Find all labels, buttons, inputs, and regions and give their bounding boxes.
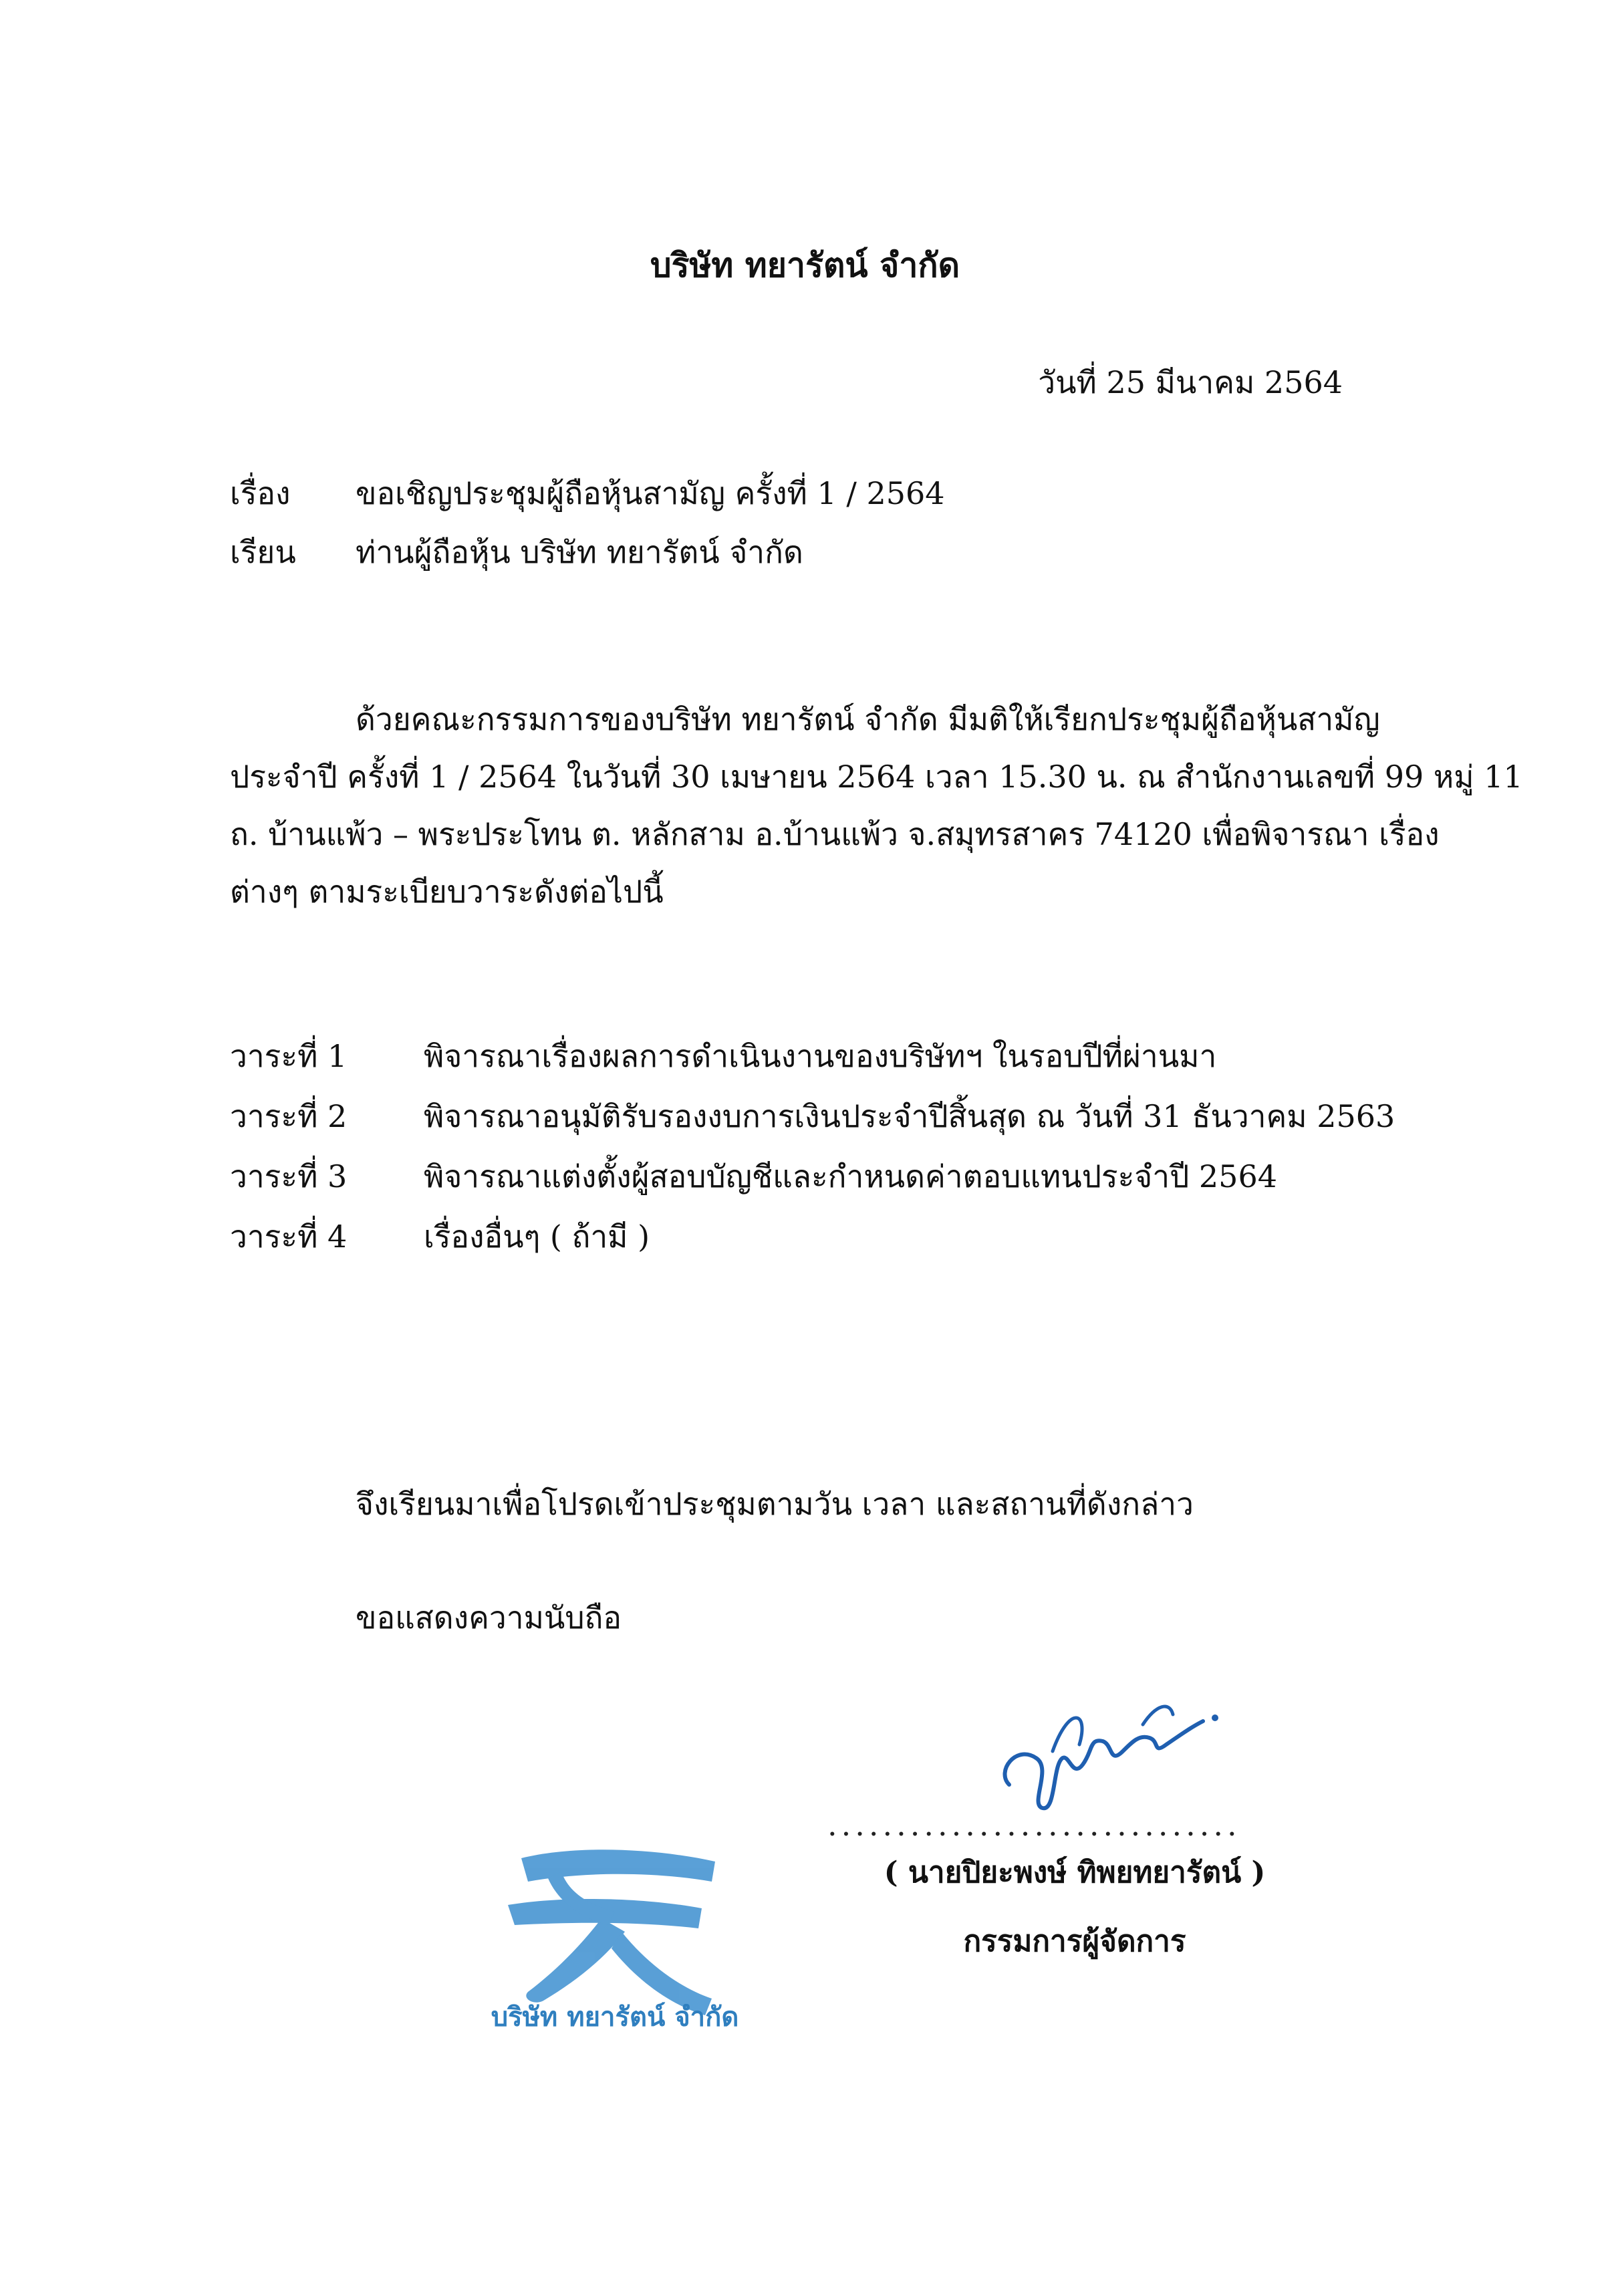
signature-stroke-loop — [1053, 1718, 1082, 1751]
seal-top-bar — [521, 1849, 715, 1882]
signatory-position: กรรมการผู้จัดการ — [963, 1924, 1186, 1958]
recipient-label: เรียน — [230, 534, 296, 570]
body-line-4: ต่างๆ ตามระเบียบวาระดังต่อไปนี้ — [230, 874, 664, 910]
agenda-label-4: วาระที่ 4 — [230, 1219, 348, 1255]
company-title: บริษัท ทยารัตน์ จำกัด — [650, 245, 960, 285]
seal-company-name: บริษัท ทยารัตน์ จำกัด — [491, 2002, 739, 2033]
body-line-3: ถ. บ้านแพ้ว – พระประโทน ต. หลักสาม อ.บ้านแพ้ว จ.สมุทรสาคร 74120 เพื่อพิจารณา เรื่อง — [230, 816, 1440, 852]
agenda-text-3: พิจารณาแต่งตั้งผู้สอบบัญชีและกำหนดค่าตอบแทนประจำปี 2564 — [424, 1158, 1277, 1194]
signatory-name: ( นายปิยะพงษ์ ทิพยทยารัตน์ ) — [884, 1856, 1266, 1890]
letter-date: วันที่ 25 มีนาคม 2564 — [1038, 364, 1343, 400]
closing-invitation: จึงเรียนมาเพื่อโปรดเข้าประชุมตามวัน เวลา และสถานที่ดังกล่าว — [356, 1486, 1194, 1522]
handwritten-signature — [989, 1664, 1230, 1825]
agenda-text-2: พิจารณาอนุมัติรับรองงบการเงินประจำปีสิ้นสุด ณ วันที่ 31 ธันวาคม 2563 — [424, 1098, 1395, 1134]
signature-dot — [1212, 1714, 1218, 1721]
subject-value: ขอเชิญประชุมผู้ถือหุ้นสามัญ ครั้งที่ 1 / 2564 — [356, 475, 945, 511]
agenda-label-3: วาระที่ 3 — [230, 1158, 348, 1194]
signature-stroke-tail — [1143, 1706, 1173, 1725]
agenda-label-2: วาระที่ 2 — [230, 1098, 348, 1134]
signature-dotted-line: .............................. — [827, 1807, 1241, 1843]
seal-left-leg — [526, 1918, 625, 2003]
closing-regards: ขอแสดงความนับถือ — [356, 1600, 622, 1636]
agenda-label-1: วาระที่ 1 — [230, 1038, 348, 1074]
agenda-text-4: เรื่องอื่นๆ ( ถ้ามี ) — [424, 1219, 650, 1255]
agenda-text-1: พิจารณาเรื่องผลการดำเนินงานของบริษัทฯ ในรอบปีที่ผ่านมา — [424, 1038, 1217, 1074]
body-line-1: ด้วยคณะกรรมการของบริษัท ทยารัตน์ จำกัด มีมติให้เรียกประชุมผู้ถือหุ้นสามัญ — [356, 701, 1380, 737]
subject-label: เรื่อง — [230, 475, 291, 511]
recipient-value: ท่านผู้ถือหุ้น บริษัท ทยารัตน์ จำกัด — [356, 534, 803, 570]
body-line-2: ประจำปี ครั้งที่ 1 / 2564 ในวันที่ 30 เมษายน 2564 เวลา 15.30 น. ณ สำนักงานเลขที่ 99 หมู่ 11 — [230, 759, 1523, 795]
signature-stroke-main — [1005, 1721, 1203, 1808]
